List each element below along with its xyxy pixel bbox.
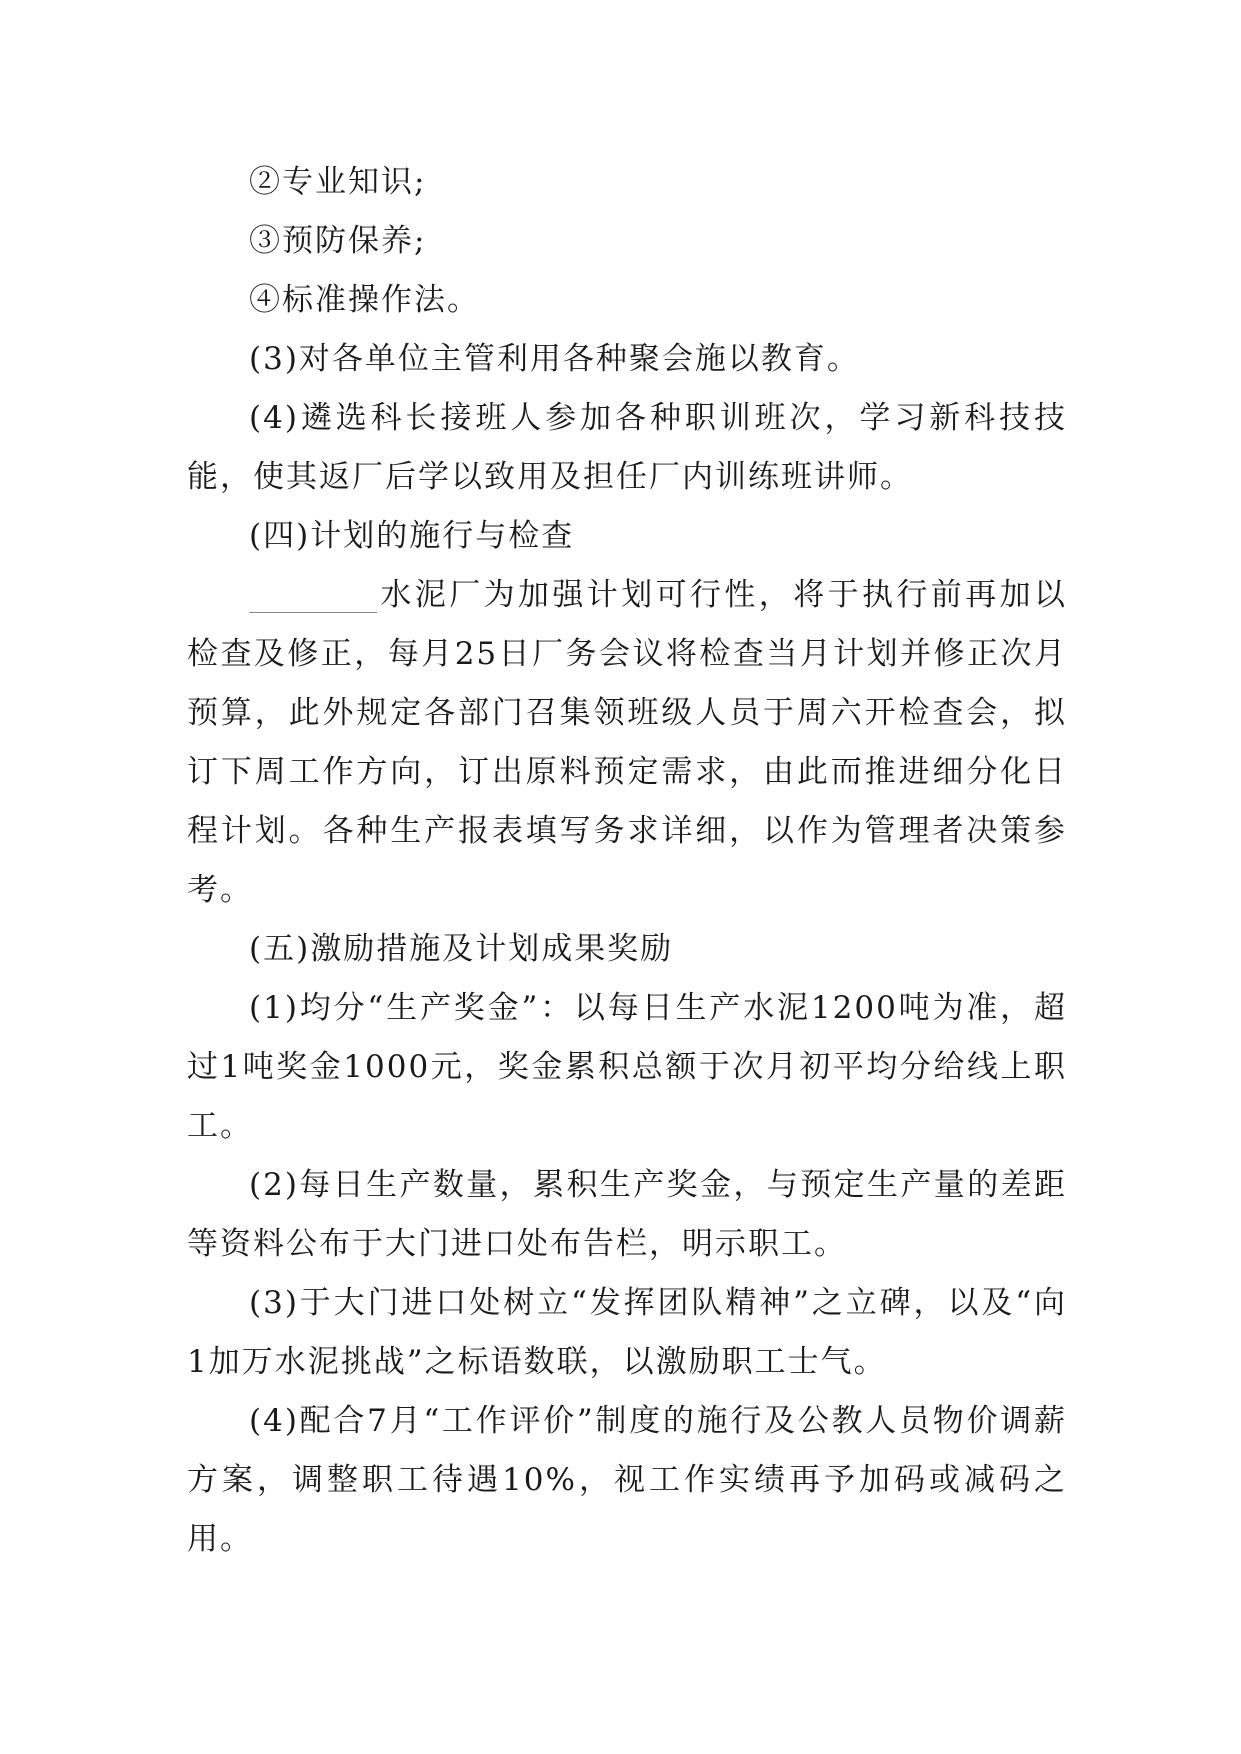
paragraph-item-4: (4)遴选科长接班人参加各种职训班次，学习新科技技能，使其返厂后学以致用及担任厂内训练班讲师。 (187, 400, 1067, 495)
paragraph-bonus-1: (1)均分“生产奖金”：以每日生产水泥1200吨为准，超过1吨奖金1000元，奖金累积总额于次月初平均分给线上职工。 (187, 990, 1067, 1144)
fill-in-blank (249, 582, 377, 613)
document-body (187, 153, 1067, 1569)
list-item-preventive-maintenance: ③预防保养; (249, 223, 427, 259)
paragraph-item-3: (3)对各单位主管利用各种聚会施以教育。 (249, 341, 860, 377)
paragraph-plan-check (187, 566, 1067, 920)
paragraph-bonus-4: (4)配合7月“工作评价”制度的施行及公教人员物价调薪方案，调整职工待遇10%，视工作实绩再予加码或减码之用。 (187, 1403, 1067, 1557)
paragraph-bonus-3: (3)于大门进口处树立“发挥团队精神”之立碑，以及“向1加万水泥挑战”之标语数联，以激励职工士气。 (187, 1285, 1067, 1380)
section-heading-4: (四)计划的施行与检查 (249, 518, 575, 554)
section-heading-5: (五)激励措施及计划成果奖励 (249, 931, 674, 967)
list-item-standard-operation: ④标准操作法。 (249, 282, 480, 318)
paragraph-plan-check-text: 水泥厂为加强计划可行性，将于执行前再加以检查及修正，每月25日厂务会议将检查当月计划并修正次月预算，此外规定各部门召集领班级人员于周六开检查会，拟订下周工作方向，订出原料预定需求，由此而推进细分化日程计划。各种生产报表填写务求详细，以作为管理者决策参考。 (187, 577, 1067, 908)
list-item-professional-knowledge: ②专业知识; (249, 164, 427, 200)
paragraph-bonus-2: (2)每日生产数量，累积生产奖金，与预定生产量的差距等资料公布于大门进口处布告栏，明示职工。 (187, 1167, 1067, 1262)
